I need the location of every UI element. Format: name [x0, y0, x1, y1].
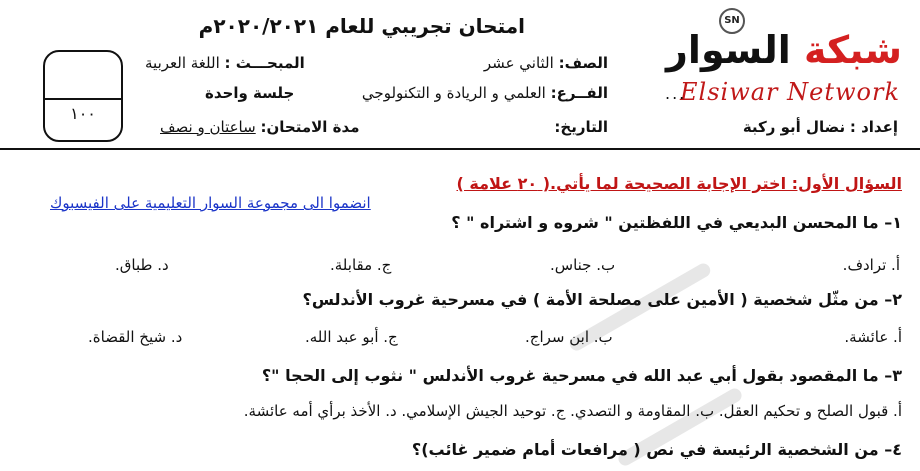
subject-label: المبحـــث : [224, 54, 305, 72]
grade-label: الصف: [558, 54, 608, 72]
branch-line [362, 84, 608, 102]
score-box [43, 50, 123, 142]
q1-option-a: أ. ترادف. [842, 256, 900, 274]
branch-label: الفــرع: [550, 84, 608, 102]
dots: ... [665, 84, 687, 103]
header-divider [0, 148, 920, 150]
author-value: نضال أبو ركبة [742, 118, 846, 136]
section-heading: السؤال الأول: اختر الإجابة الصحيحة لما يأتي.( ٢٠ علامة ) [456, 174, 902, 193]
author-line [743, 118, 898, 136]
q1-option-b: ب. جناس. [550, 256, 616, 274]
date-line [554, 118, 608, 136]
branch-value: العلمي و الريادة و التكنولوجي [361, 84, 546, 102]
logo-arabic-red: شبكة [803, 28, 902, 72]
question-4: ٤– من الشخصية الرئيسة في نص ( مرافعات أمام ضمير غائب)؟ [411, 440, 902, 459]
subject-line [145, 54, 305, 72]
q2-option-d: د. شيخ القضاة. [88, 328, 183, 346]
logo-badge: SN [719, 8, 745, 34]
logo-latin: Elsiwar Network [680, 78, 900, 106]
q3-options: أ. قبول الصلح و تحكيم العقل. ب. المقاومة و التصدي. ج. توحيد الجيش الإسلامي. د. الأخذ برأي أمه عائشة. [243, 402, 902, 420]
grade-value: الثاني عشر [483, 54, 554, 72]
exam-title: امتحان تجريبي للعام ٢٠٢٠/٢٠٢١م [198, 14, 525, 38]
q2-option-a: أ. عائشة. [844, 328, 902, 346]
question-1: ١– ما المحسن البديعي في اللفظتين " شروه و اشتراه " ؟ [451, 213, 902, 232]
facebook-group-link[interactable]: انضموا الى مجموعة السوار التعليمية على الفيسبوك [50, 194, 371, 212]
duration-label: مدة الامتحان: [260, 118, 360, 136]
q2-option-b: ب. ابن سراج. [525, 328, 613, 346]
score-divider [45, 98, 121, 100]
question-2: ٢– من مثّل شخصية ( الأمين على مصلحة الأمة ) في مسرحية غروب الأندلس؟ [302, 290, 902, 309]
q1-option-c: ج. مقابلة. [330, 256, 392, 274]
author-label: إعداد : [849, 118, 898, 136]
score-total: ١٠٠ [70, 104, 96, 123]
date-label: التاريخ: [554, 118, 608, 136]
q1-option-d: د. طباق. [115, 256, 169, 274]
q2-option-c: ج. أبو عبد الله. [305, 328, 398, 346]
duration-value: ساعتان و نصف [160, 118, 256, 136]
logo-arabic-black: السوار [666, 28, 791, 72]
grade-line [484, 54, 608, 72]
session-label: جلسة واحدة [205, 84, 295, 102]
logo-arabic [666, 22, 902, 78]
question-3: ٣– ما المقصود بقول أبي عبد الله في مسرحية غروب الأندلس " نثوب إلى الحجا "؟ [261, 366, 902, 385]
subject-value: اللغة العربية [145, 54, 220, 72]
duration-line [160, 118, 359, 136]
